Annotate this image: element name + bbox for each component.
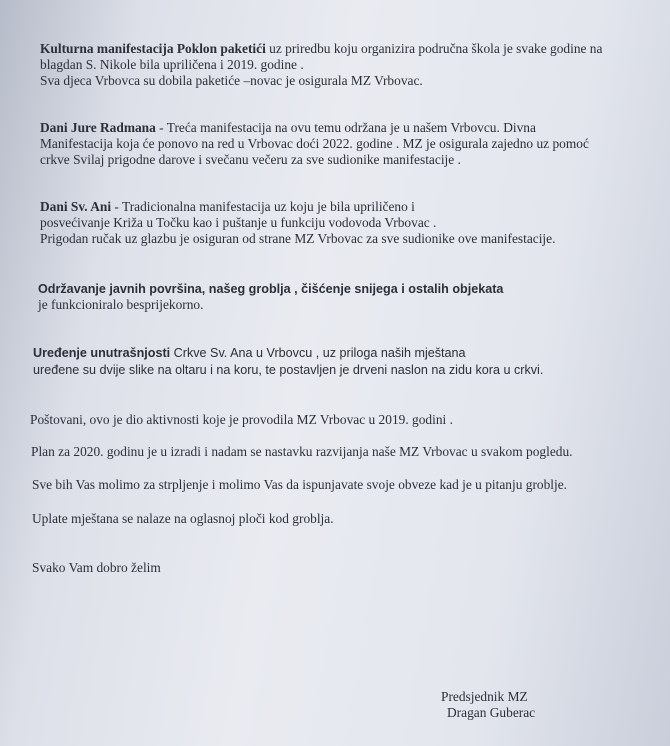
paragraph-text: uz priredbu koju organizira područna škola je svake godine na xyxy=(265,41,603,56)
paragraph-line: je funkcioniralo besprijekorno. xyxy=(38,297,204,312)
paragraph-poklon-paketici xyxy=(40,41,602,89)
paragraph-line: Prigodan ručak uz glazbu je osiguran od strane MZ Vrbovac za sve sudionike ove manifestacije. xyxy=(40,231,556,246)
signature-title: Predsjednik MZ xyxy=(441,689,528,704)
paragraph-heading: Održavanje javnih površina, našeg groblja , čišćenje snijega i ostalih objekata xyxy=(38,282,504,296)
closing-line-uplate: Uplate mještana se nalaze na oglasnoj ploči kod groblja. xyxy=(32,511,334,526)
paragraph-line: uređene su dvije slike na oltaru i na koru, te postavljen je drveni naslon na zidu kora u crkvi. xyxy=(33,363,544,377)
closing-greeting: Svako Vam dobro želim xyxy=(32,560,161,575)
paragraph-line: Manifestacija koja će ponovo na red u Vrbovac doći 2022. godine . MZ je osigurala zajedno uz pomoć xyxy=(40,136,589,151)
signature-block xyxy=(441,689,535,721)
paragraph-heading: Uređenje unutrašnjosti xyxy=(33,346,171,360)
paragraph-heading: Kulturna manifestacija Poklon paketići xyxy=(40,41,266,56)
paragraph-line xyxy=(40,199,555,215)
paragraph-line: crkve Svilaj prigodne darove i svečanu večeru za sve sudionike manifestacije . xyxy=(40,152,461,167)
closing-line-strpljenje: Sve bih Vas molimo za strpljenje i molimo Vas da ispunjavate svoje obveze kad je u pitanju groblje. xyxy=(32,477,568,492)
paragraph-line: Sva djeca Vrbovca su dobila paketiće –novac je osigurala MZ Vrbovac. xyxy=(40,73,423,88)
paragraph-line: posvećivanje Križa u Točku kao i puštanje u funkciju vodovoda Vrbovac . xyxy=(40,215,437,230)
paragraph-line xyxy=(33,345,543,362)
paragraph-line xyxy=(40,120,589,136)
signature-name: Dragan Guberac xyxy=(447,705,536,720)
paragraph-text: Crkve Sv. Ana u Vrbovcu , uz priloga naših mještana xyxy=(170,346,466,360)
closing-line-postovani: Poštovani, ovo je dio aktivnosti koje je provodila MZ Vrbovac u 2019. godini . xyxy=(30,412,453,427)
paragraph-heading: Dani Jure Radmana xyxy=(40,120,156,135)
closing-line-plan: Plan za 2020. godinu je u izradi i nadam se nastavku razvijanja naše MZ Vrbovac u svakom pogledu. xyxy=(31,444,573,459)
paragraph-text: - Treća manifestacija na ovu temu održana je u našem Vrbovcu. Divna xyxy=(155,120,536,135)
paragraph-line xyxy=(40,41,602,57)
paragraph-odrzavanje xyxy=(38,281,503,313)
paragraph-heading: Dani Sv. Ani xyxy=(40,199,112,214)
paragraph-dani-jure-radmana xyxy=(40,120,589,168)
paragraph-dani-sv-ani xyxy=(40,199,555,247)
paragraph-uredenje xyxy=(33,345,543,379)
paragraph-text: - Tradicionalna manifestacija uz koju je bila upriličeno i xyxy=(111,199,415,214)
paragraph-line: blagdan S. Nikole bila upriličena i 2019. godine . xyxy=(40,57,304,72)
